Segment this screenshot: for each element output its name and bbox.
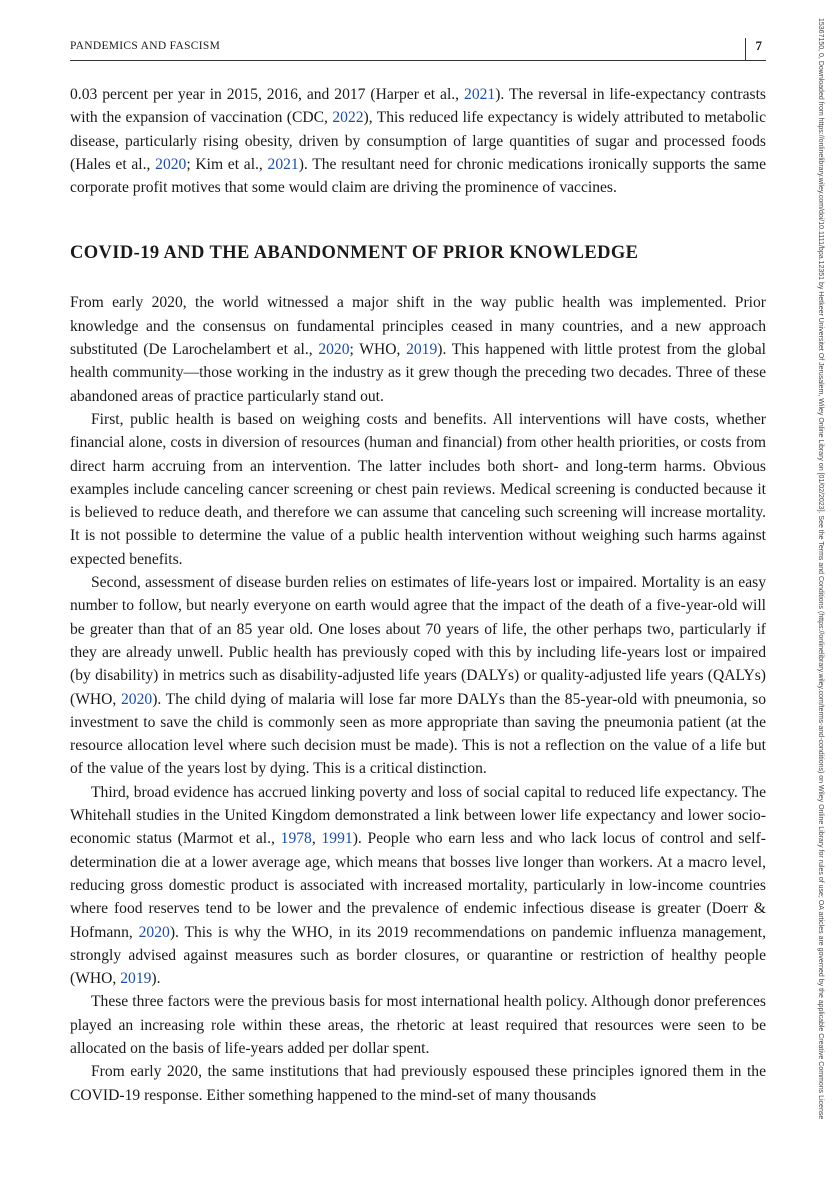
citation-link[interactable]: 2021 — [267, 155, 299, 173]
citation-link[interactable]: 2019 — [120, 970, 152, 988]
paragraph-text: ; WHO, — [349, 341, 407, 359]
paragraph — [70, 571, 766, 781]
paragraph-text: First, public health is based on weighing costs and benefits. All interventions will have costs, whether financial alone, costs in diversion of resources (human and financial) from other health priorities, or costs from direct harm accruing from an intervention. The latter includes both short- and long-term harms. Obvious examples include canceling cancer screening or chest pain reviews. Medical screening is conducted because it is believed to reduce death, and therefore we can assume that canceling such screening will increase mortality. It is not possible to determine the value of a public health intervention without weighing such harms against expected benefits. — [70, 410, 766, 568]
paragraph-text: ; Kim et al., — [186, 155, 268, 173]
paragraph-text: Third, broad evidence has accrued linking poverty and loss of social capital to reduced life expectancy. The Whitehall studies in the United Kingdom demonstrated a link between lower life expectancy and lower socio-economic status (Marmot et al., — [70, 783, 766, 848]
paragraph — [70, 990, 766, 1060]
citation-link[interactable]: 2020 — [138, 923, 170, 941]
paragraph — [70, 1060, 766, 1107]
paragraph — [70, 408, 766, 571]
citation-link[interactable]: 2019 — [406, 341, 438, 359]
paragraph-text: ). This happened with little protest from the global health community—those working in the industry as it grew though the preceding two decades. Three of these abandoned areas of practice particularly stand out. — [70, 341, 766, 405]
running-title: PANDEMICS AND FASCISM — [70, 40, 221, 52]
paragraph — [70, 291, 766, 407]
citation-link[interactable]: 2020 — [155, 155, 187, 173]
citation-link[interactable]: 2021 — [464, 86, 496, 103]
running-head — [70, 38, 766, 61]
paragraph-text: From early 2020, the world witnessed a major shift in the way public health was implemented. Prior knowledge and the consensus on fundamental principles ceased in many countries, and a new approach substituted (De Larochelambert et al., — [70, 294, 766, 359]
paragraph-text: ). The child dying of malaria will lose far more DALYs than the 85-year-old with pneumonia, so investment to save the child is commonly seen as more appropriate than saving the pneumonia patient (at the resource allocation level where such decision must be made). This is not a reflection on the value of a life but of the value of the years lost by dying. This is a critical distinction. — [70, 690, 766, 778]
citation-link[interactable]: 1991 — [321, 830, 353, 848]
citation-link[interactable]: 2020 — [121, 690, 153, 708]
paragraph-text: , — [311, 830, 322, 848]
citation-link[interactable]: 2022 — [332, 109, 364, 127]
citation-link[interactable]: 1978 — [280, 830, 312, 848]
article-body — [70, 83, 766, 1107]
paragraph-text: 0.03 percent per year in 2015, 2016, and 2017 (Harper et al., — [70, 86, 465, 103]
paragraph-text: From early 2020, the same institutions that had previously espoused these principles ignored them in the COVID-19 response. Either something happened to the mind-set of many thousands — [70, 1063, 766, 1104]
paragraph-text: ), This reduced life expectancy is widely attributed to metabolic disease, particularly rising obesity, driven by consumption of large quantities of sugar and processed foods (Hales et al., — [70, 109, 767, 173]
paragraph — [70, 83, 766, 199]
download-notice — [813, 18, 827, 1188]
download-notice-text: 15367150, 0, Downloaded from https://onlinelibrary.wiley.com/doi/10.1111/bpa.12351 by Hetkeer Universitet Of Jerusalem, Wiley Online Library on [01/02/2023]. See the Terms and Conditions (https://onlinelibrary.wiley.com/terms-and-conditions) on Wiley Online Library for rules of use; OA articles are governed by the applicable Creative Commons License — [817, 18, 824, 1120]
page-number: 7 — [745, 38, 763, 60]
citation-link[interactable]: 2020 — [318, 341, 350, 359]
paragraph-text: ). — [151, 970, 161, 988]
paragraph-text: ). This is why the WHO, in its 2019 recommendations on pandemic influenza management, strongly advised against measures such as border closures, or quarantine or restriction of healthy people (WHO, — [70, 923, 766, 988]
paragraph — [70, 781, 766, 991]
section-heading: COVID-19 AND THE ABANDONMENT OF PRIOR KNOWLEDGE — [70, 243, 639, 264]
paragraph-text: These three factors were the previous basis for most international health policy. Although donor preferences played an increasing role within these areas, the rhetoric at least required that resources were seen to be allocated on the basis of life-years added per dollar spent. — [70, 993, 766, 1057]
paragraph-text: ). The reversal in life-expectancy contrasts with the expansion of vaccination (CDC, — [70, 86, 766, 127]
paragraph-text: Second, assessment of disease burden relies on estimates of life-years lost or impaired. Mortality is an easy number to follow, but nearly everyone on earth would agree that the impact of the death of a five-year-old will be greater than that of an 85 year old. One loses about 70 years of life, the other perhaps two, particularly if they are already unwell. Public health has previously coped with this by including life-years lost or impaired (by disability) in metrics such as disability-adjusted life years (DALYs) or quality-adjusted life years (QALYs) (WHO, — [70, 574, 766, 708]
paragraph-text: ). The resultant need for chronic medications ironically supports the same corporate profit motives that some would claim are driving the prominence of vaccines. — [70, 155, 766, 197]
paragraph-text: ). People who earn less and who lack locus of control and self-determination die at a lower average age, which means that bosses live longer than workers. At a macro level, reducing gross domestic product is associated with increased mortality, particularly in low-income countries where food reserves tend to be lower and the prevalence of endemic infectious disease is greater (Doerr & Hofmann, — [70, 830, 766, 941]
